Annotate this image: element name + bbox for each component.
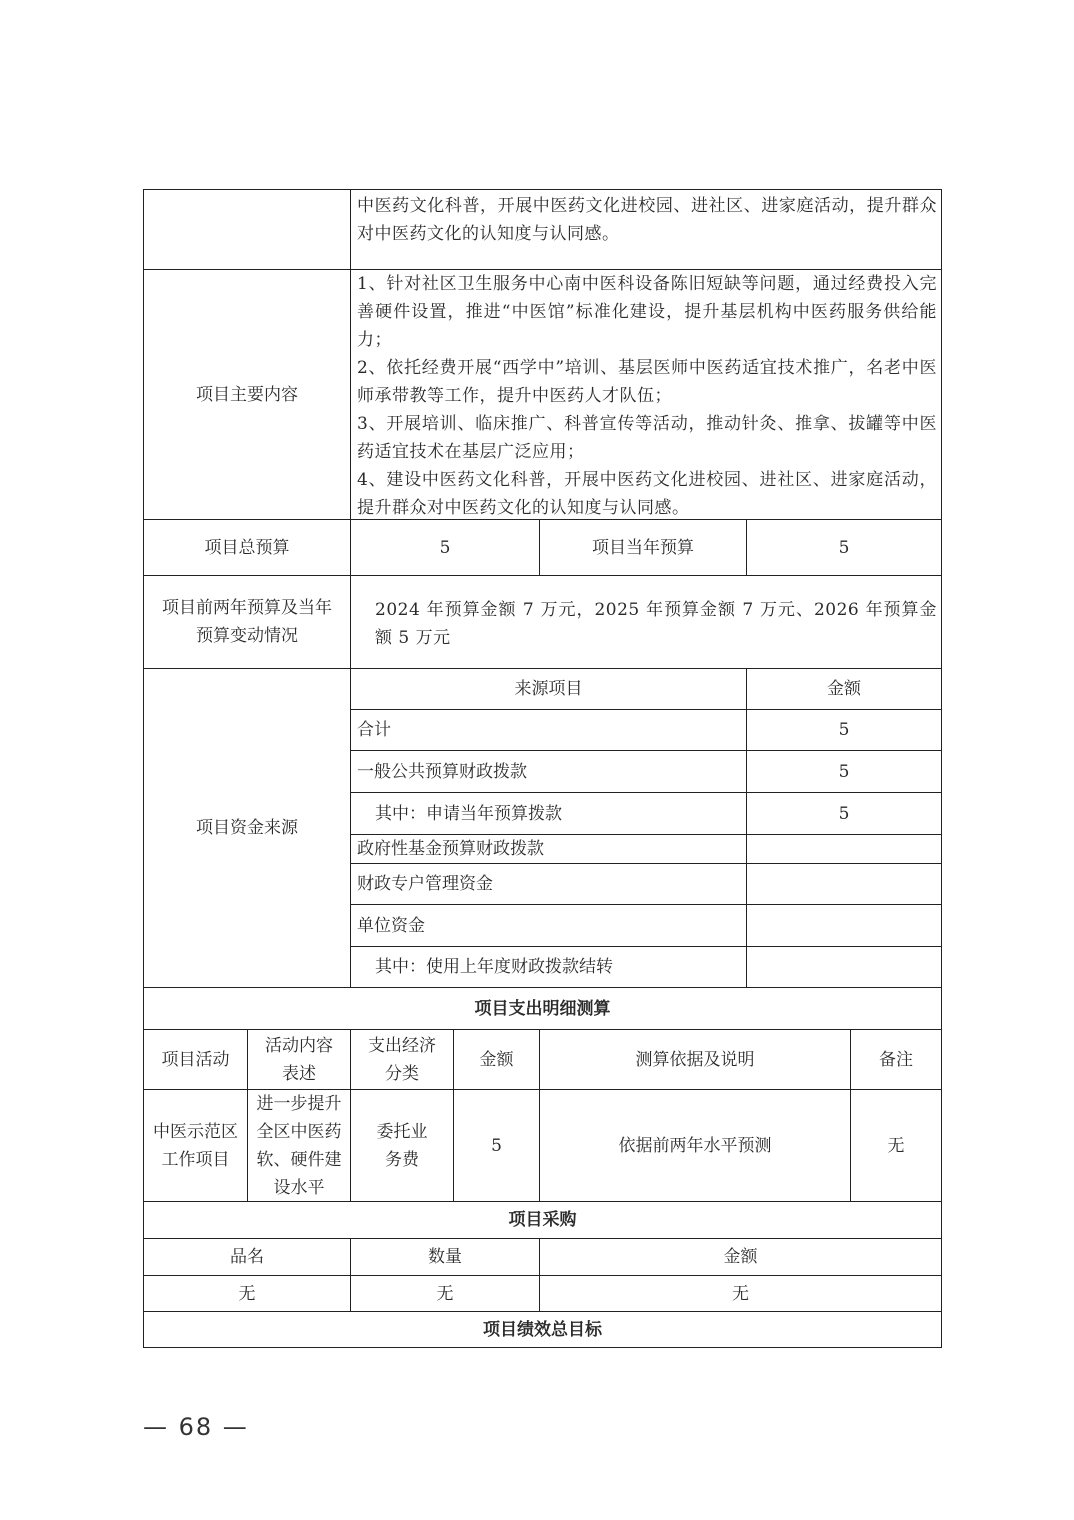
procurement-header-amount: 金额 — [539, 1238, 942, 1276]
continuation-label-cell — [143, 189, 351, 270]
funding-row-amount — [746, 834, 942, 864]
funding-row-source: 财政专户管理资金 — [350, 863, 747, 905]
current-budget-value-cell — [746, 519, 942, 576]
total-budget-value: 5 — [439, 537, 451, 558]
procurement-header-quantity: 数量 — [350, 1238, 540, 1276]
expense-row-remark: 无 — [850, 1089, 942, 1202]
funding-row-source: 单位资金 — [350, 904, 747, 947]
funding-row-source: 合计 — [350, 709, 747, 751]
total-budget-label-cell — [143, 519, 351, 576]
funding-label: 项目资金来源 — [196, 818, 298, 838]
page-number: — 68 — — [143, 1413, 249, 1441]
main-content-cell — [350, 269, 942, 520]
funding-header-amount: 金额 — [746, 668, 942, 710]
procurement-section-title: 项目采购 — [143, 1201, 942, 1239]
expense-section-title: 项目支出明细测算 — [143, 987, 942, 1030]
expense-row-description: 进一步提升全区中医药软、硬件建设水平 — [247, 1089, 351, 1202]
budget-change-label-cell — [143, 575, 351, 669]
expense-header-basis: 测算依据及说明 — [539, 1029, 851, 1090]
funding-row-amount — [746, 946, 942, 988]
funding-row-amount: 5 — [746, 750, 942, 793]
funding-header-source: 来源项目 — [350, 668, 747, 710]
expense-header-category: 支出经济分类 — [350, 1029, 454, 1090]
budget-change-label: 项目前两年预算及当年预算变动情况 — [162, 598, 332, 646]
total-budget-label: 项目总预算 — [204, 537, 290, 558]
expense-row-category: 委托业务费 — [350, 1089, 454, 1202]
funding-row-source: 一般公共预算财政拨款 — [350, 750, 747, 793]
main-content-item: 4、建设中医药文化科普，开展中医药文化进校园、进社区、进家庭活动，提升群众对中医药文化的认知度与认同感。 — [357, 470, 937, 518]
main-content-item: 3、开展培训、临床推广、科普宣传等活动，推动针灸、推拿、拔罐等中医药适宜技术在基层广泛应用； — [357, 414, 937, 462]
funding-row-source: 政府性基金预算财政拨款 — [350, 834, 747, 864]
current-budget-label-cell — [539, 519, 747, 576]
expense-header-activity: 项目活动 — [143, 1029, 248, 1090]
procurement-row-amount: 无 — [539, 1275, 942, 1312]
main-content-item: 2、依托经费开展“西学中”培训、基层医师中医药适宜技术推广，名老中医师承带教等工作，提升中医药人才队伍； — [357, 358, 937, 406]
funding-row-amount — [746, 904, 942, 947]
funding-row-source: 其中：使用上年度财政拨款结转 — [350, 946, 747, 988]
expense-header-description: 活动内容表述 — [247, 1029, 351, 1090]
funding-row-amount: 5 — [746, 709, 942, 751]
funding-label-cell — [143, 668, 351, 988]
current-budget-value: 5 — [838, 537, 850, 558]
procurement-row-name: 无 — [143, 1275, 351, 1312]
procurement-row-quantity: 无 — [350, 1275, 540, 1312]
funding-row-source: 其中：申请当年预算拨款 — [350, 792, 747, 835]
funding-row-amount: 5 — [746, 792, 942, 835]
expense-header-remark: 备注 — [850, 1029, 942, 1090]
intro-text: 中医药文化科普，开展中医药文化进校园、进社区、进家庭活动，提升群众对中医药文化的认知度与认同感。 — [357, 196, 937, 244]
funding-row-amount — [746, 863, 942, 905]
budget-change-cell — [350, 575, 942, 669]
expense-row-amount: 5 — [453, 1089, 540, 1202]
main-content-label-cell — [143, 269, 351, 520]
budget-change-text: 2024 年预算金额 7 万元，2025 年预算金额 7 万元、2026 年预算金额 5 万元 — [375, 600, 937, 648]
performance-section-title: 项目绩效总目标 — [143, 1311, 942, 1348]
total-budget-value-cell — [350, 519, 540, 576]
continuation-text-cell — [350, 189, 942, 270]
expense-row-basis: 依据前两年水平预测 — [539, 1089, 851, 1202]
main-content-item: 1、针对社区卫生服务中心南中医科设备陈旧短缺等问题，通过经费投入完善硬件设置，推进“中医馆”标准化建设，提升基层机构中医药服务供给能力； — [357, 274, 937, 350]
expense-header-amount: 金额 — [453, 1029, 540, 1090]
main-content-label: 项目主要内容 — [196, 384, 298, 405]
current-budget-label: 项目当年预算 — [592, 537, 694, 558]
expense-row-activity: 中医示范区工作项目 — [143, 1089, 248, 1202]
procurement-header-name: 品名 — [143, 1238, 351, 1276]
